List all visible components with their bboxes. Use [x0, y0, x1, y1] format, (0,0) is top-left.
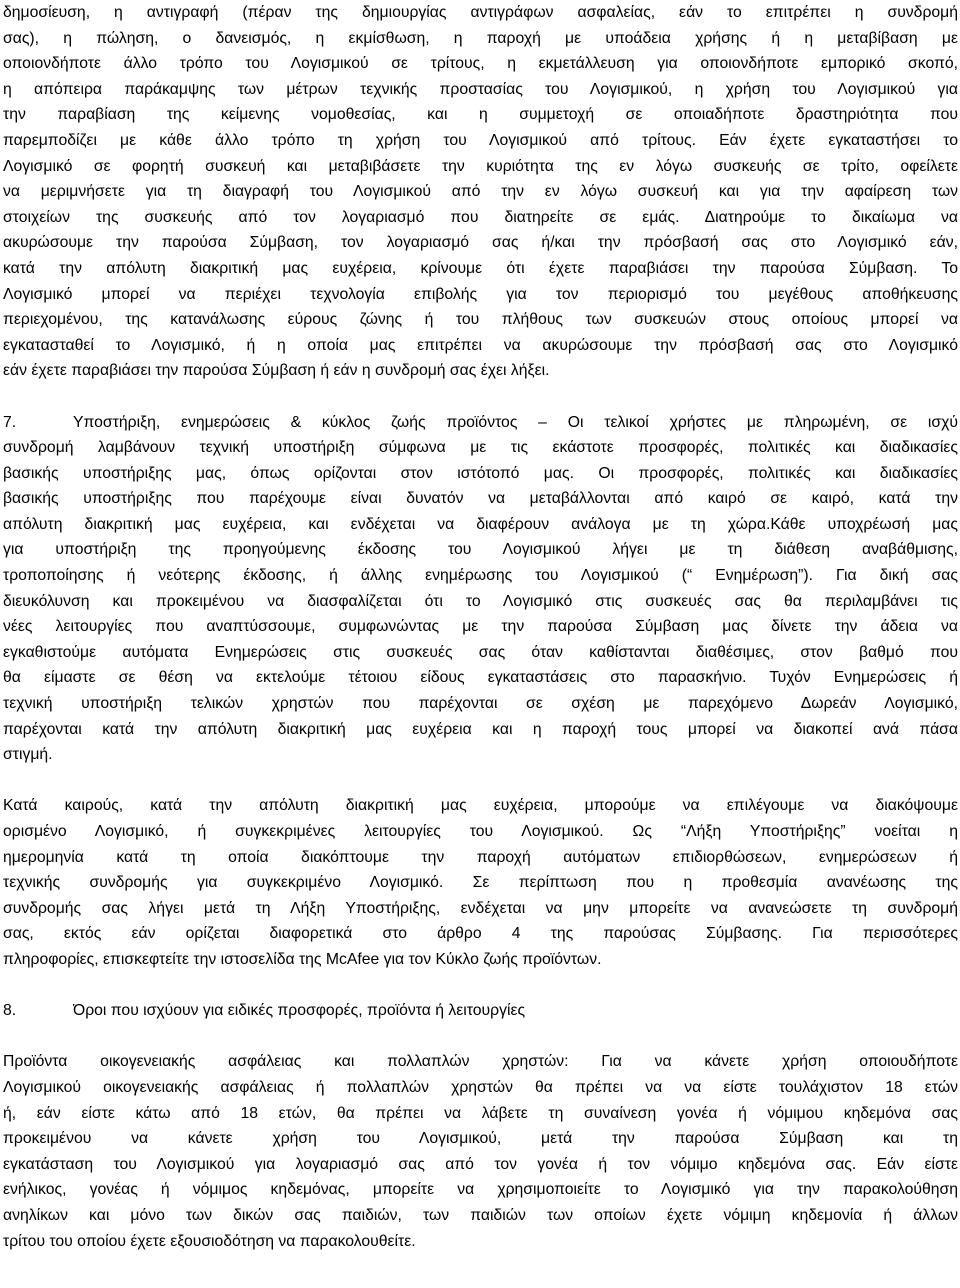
text-line: στιγμή. — [3, 746, 53, 764]
text-line: παρεμποδίζει με κάθε άλλο τρόπο τη χρήση του Λογισμικού από τρίτους. Εάν έχετε εγκαταστήσει το — [3, 131, 958, 149]
text-line: τροποποίησης ή νεότερης έκδοσης, ή άλλης ενημέρωσης του Λογισμικού (“ Ενημέρωση”). Για δική σας — [3, 567, 958, 585]
text-line: παρέχονται κατά την απόλυτη διακριτική μας ευχέρεια και η παροχή τους μπορεί να διακοπεί ανά πάσα — [3, 720, 958, 738]
text-line: διευκόλυνση και προκειμένου να διασφαλίζεται ότι το Λογισμικό στις συσκευές σας θα περιλαμβάνει τις — [3, 592, 958, 610]
text-line: ανηλίκων και μόνο των δικών σας παιδιών, των παιδιών των οποίων έχετε νόμιμη κηδεμονία ή άλλων — [3, 1206, 958, 1224]
text-line: στοιχείων της συσκευής από τον λογαριασμό που διατηρείτε σε εμάς. Διατηρούμε το δικαίωμα να — [3, 208, 958, 226]
text-line: Κατά καιρούς, κατά την απόλυτη διακριτική μας ευχέρεια, μπορούμε να επιλέγουμε να διακόψουμε — [3, 797, 958, 815]
text-line: Λογισμικό μπορεί να περιέχει τεχνολογία επιβολής για τον περιορισμό του μεγέθους αποθήκευσης — [3, 285, 958, 303]
text-line: η απόπειρα παράκαμψης των μέτρων τεχνικής προστασίας του Λογισμικού, η χρήση του Λογισμικού για — [3, 80, 958, 98]
paragraph-gap — [3, 1024, 958, 1050]
text-line: κατά την απόλυτη διακριτική μας ευχέρεια, κρίνουμε ότι έχετε παραβιάσει την παρούσα Σύμβαση. Το — [3, 259, 958, 277]
text-line: θα είμαστε σε θέση να εκτελούμε τέτοιου είδους εγκαταστάσεις στο παρασκήνιο. Τυχόν Ενημερώσεις ή — [3, 669, 958, 687]
text-line: Προϊόντα οικογενειακής ασφάλειας και πολλαπλών χρηστών: Για να κάνετε χρήση οποιουδήποτε — [3, 1053, 958, 1071]
text-line: ημερομηνία κατά τη οποία διακόπτουμε την παροχή αυτόματων επιδιορθώσεων, ενημερώσεων ή — [3, 848, 958, 866]
text-line: σας, εκτός εάν ορίζεται διαφορετικά στο άρθρο 4 της παρούσας Σύμβασης. Για περισσότερες — [3, 925, 958, 943]
section-title: Όροι που ισχύουν για ειδικές προσφορές, προϊόντα ή λειτουργίες — [73, 1002, 526, 1020]
text-line: Λογισμικού οικογενειακής ασφάλειας ή πολλαπλών χρηστών θα πρέπει να να είστε τουλάχιστον 18 ετών — [3, 1078, 958, 1096]
paragraph-license-restrictions — [3, 0, 958, 384]
text-line: ορισμένο Λογισμικό, ή συγκεκριμένες λειτουργίες του Λογισμικού. Ως “Λήξη Υποστήριξης” νοείται η — [3, 823, 958, 840]
paragraph-family-safety — [3, 1049, 958, 1254]
text-line: Λογισμικό σε φορητή συσκευή και μεταβιβάσετε την κυριότητα της εν λόγω συσκευής σε τρίτο, οφείλετε — [3, 157, 958, 175]
text-line: ακυρώσουμε την παρούσα Σύμβαση, τον λογαριασμό σας ή/και την πρόσβασή σας στο Λογισμικό εάν, — [3, 234, 958, 252]
paragraph-gap — [3, 973, 958, 999]
text-line: απόλυτη διακριτική μας ευχέρεια, και ενδέχεται να διαφέρουν ανάλογα με τη χώρα.Κάθε υποχρέωσή μας — [3, 515, 958, 533]
section-number: 8. — [3, 1002, 17, 1020]
text-line: ενήλικος, γονέας ή νόμιμος κηδεμόνας, μπορείτε να χρησιμοποιείτε το Λογισμικό για την παρακολούθηση — [3, 1181, 958, 1199]
text-line: να μεριμνήσετε για τη διαγραφή του Λογισμικού από την εν λόγω συσκευή και για την αφαίρεση των — [3, 183, 958, 201]
section-8-heading — [3, 998, 958, 1024]
text-line: πληροφορίες, επισκεφτείτε την ιστοσελίδα της McAfee για τον Κύκλο ζωής προϊόντων. — [3, 950, 602, 968]
text-line: βασικής υποστήριξης μας, όπως ορίζονται στον ιστότοπό μας. Οι προσφορές, πολιτικές και διαδικασίες — [3, 464, 958, 482]
text-line: εγκατασταθεί το Λογισμικό, ή η οποία μας επιτρέπει να ακυρώσουμε την πρόσβασή σας στο Λογισμικό — [3, 336, 958, 354]
text-line: τρίτου του οποίου έχετε εξουσιοδότηση να παρακολουθείτε. — [3, 1232, 416, 1250]
text-line: βασικής υποστήριξης που παρέχουμε είναι δυνατόν να μεταβάλλονται από καιρό σε καιρό, κατά την — [3, 490, 958, 508]
text-line: συνδρομής σας λήγει μετά τη Λήξη Υποστήριξης, ενδέχεται να μην μπορείτε να ανανεώσετε τη συνδρομή — [3, 899, 958, 917]
paragraph-end-of-support — [3, 793, 958, 972]
section-number: 7. — [3, 413, 17, 431]
text-line: περιεχομένου, της κατανάλωσης εύρους ζώνης ή του πλήθους των συσκευών στους οποίους μπορεί να — [3, 311, 958, 329]
section-7-support-updates — [3, 410, 958, 768]
text-line: εγκαθιστούμε αυτόματα Ενημερώσεις στις συσκευές σας όταν καθίστανται διαθέσιμες, στον βαθμό που — [3, 643, 958, 661]
section-lead-text: Υποστήριξη, ενημερώσεις & κύκλος ζωής προϊόντος – Οι τελικοί χρήστες με πληρωμένη, σε ισχύ — [73, 413, 958, 431]
text-line: τεχνικής συνδρομής για συγκεκριμένο Λογισμικό. Σε περίπτωση που η προθεσμία ανανέωσης της — [3, 874, 958, 892]
text-line: εάν έχετε παραβιάσει την παρούσα Σύμβαση ή εάν η συνδρομή σας έχει λήξει. — [3, 362, 550, 380]
text-line: τεχνική υποστήριξη τελικών χρηστών που παρέχονται σε σχέση με παρεχόμενο Δωρεάν Λογισμικό, — [3, 695, 958, 713]
text-line: οποιονδήποτε άλλο τρόπο του Λογισμικού σε τρίτους, η εκμετάλλευση για οποιονδήποτε εμπορικό σκοπό, — [3, 55, 958, 73]
section-7-first-line — [3, 410, 958, 436]
paragraph-gap — [3, 768, 958, 794]
text-line: ή, εάν είστε κάτω από 18 ετών, θα πρέπει να λάβετε τη συναίνεση γονέα ή νόμιμου κηδεμόνα σας — [3, 1104, 958, 1122]
paragraph-gap — [3, 384, 958, 410]
text-line: προκειμένου να κάνετε χρήση του Λογισμικού, μετά την παρούσα Σύμβαση και τη — [3, 1130, 958, 1148]
text-line: δημοσίευση, η αντιγραφή (πέραν της δημιουργίας αντιγράφων ασφαλείας, εάν το επιτρέπει η συνδρομή — [3, 4, 958, 21]
text-line: την παραβίαση της κείμενης νομοθεσίας, και η συμμετοχή σε οποιαδήποτε δραστηριότητα που — [3, 106, 958, 124]
text-line: νέες λειτουργίες που αναπτύσσουμε, συμφωνώντας με την παρούσα Σύμβαση μας δίνετε την άδεια να — [3, 618, 958, 636]
text-line: για υποστήριξη της προηγούμενης έκδοσης του Λογισμικού λήγει με τη διάθεση αναβάθμισης, — [3, 541, 958, 559]
text-line: σας), η πώληση, ο δανεισμός, η εκμίσθωση, η παροχή με υποάδεια χρήσης ή η μεταβίβαση με — [3, 29, 958, 47]
text-line: εγκατάσταση του Λογισμικού για λογαριασμό σας από τον γονέα ή τον νόμιμο κηδεμόνα σας. Εάν είστε — [3, 1155, 958, 1173]
text-line: συνδρομή λαμβάνουν τεχνική υποστήριξη σύμφωνα με τις εκάστοτε προσφορές, πολιτικές και διαδικασίες — [3, 439, 958, 457]
